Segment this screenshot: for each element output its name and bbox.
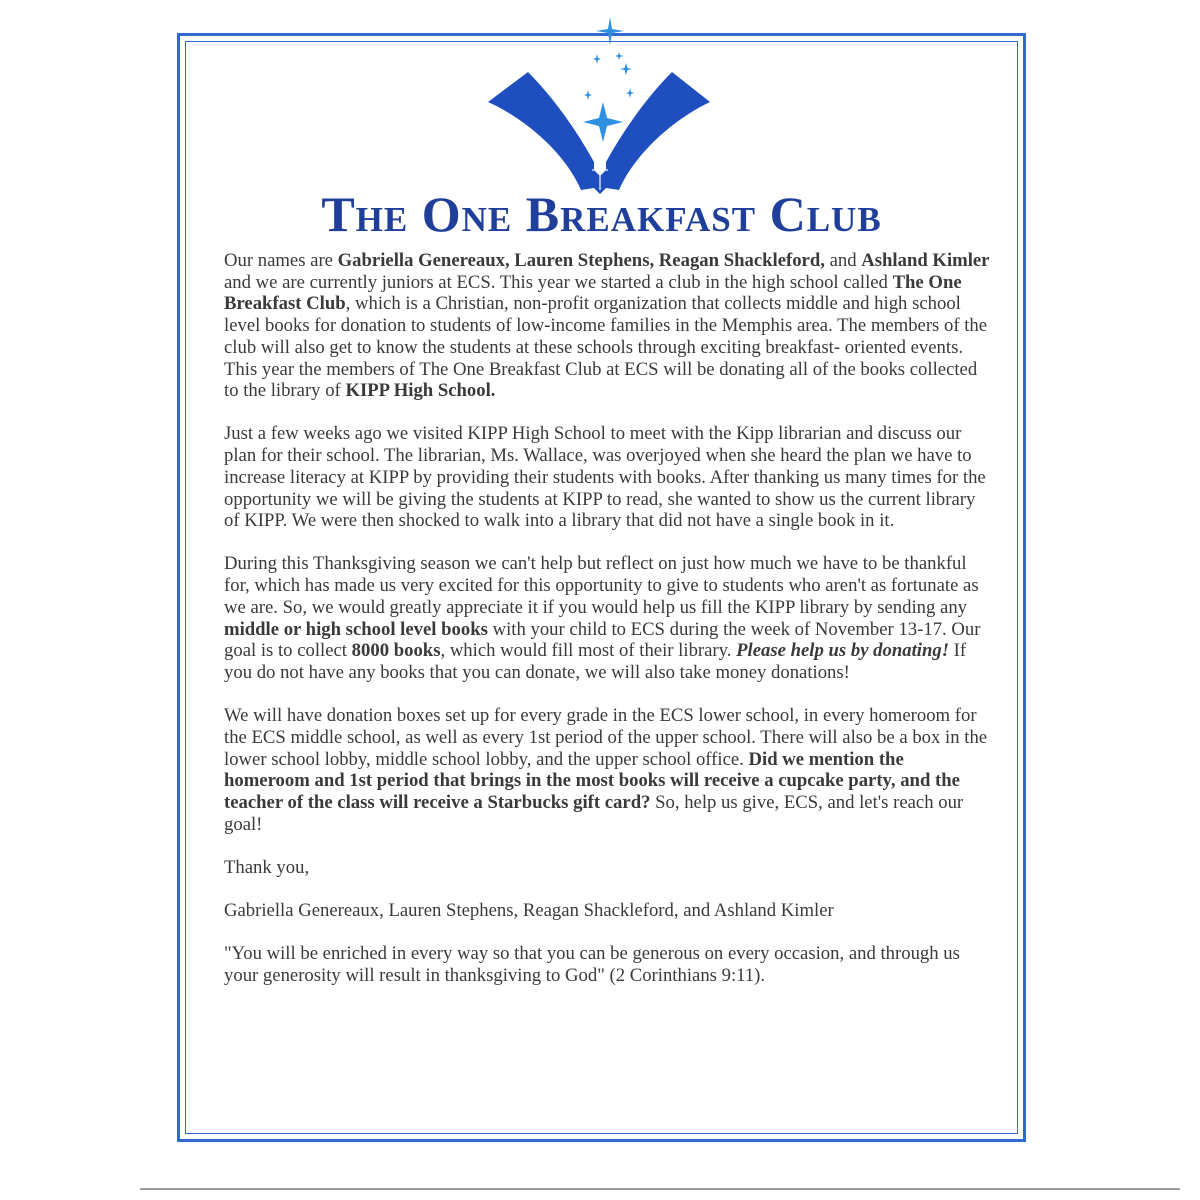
scan-edge [140,1188,1180,1190]
letter-body [224,250,990,1008]
bible-quote: "You will be enriched in every way so that you can be generous on every occasion, and through us your generosity will result in thanksgiving to God" (2 Corinthians 9:11). [224,943,960,986]
page-title: The One Breakfast Club [321,186,882,242]
tiny-star-icon [584,90,592,100]
large-star-icon [583,102,623,142]
closing-line: Thank you, [224,856,310,878]
open-book-with-stars-logo [470,10,730,200]
small-star-icon [620,63,632,75]
top-star-icon [596,17,624,45]
signers-line: Gabriella Genereaux, Lauren Stephens, Reagan Shackleford, and Ashland Kimler [224,900,834,922]
paragraph-donation-boxes: We will have donation boxes set up for every grade in the ECS lower school, in every homeroom for the ECS middle school, as well as every 1st period of the upper school. There will also be a box in the lower school lobby, middle school lobby, and the upper school office. Did we mention the homeroom and 1st period that brings in the most books will receive a cupcake party, and the teacher of the class will receive a Starbucks gift card? So, help us give, ECS, and let's reach our goal! [224,705,988,835]
book-left-page [488,72,594,190]
paragraph-appeal: During this Thanksgiving season we can't help but reflect on just how much we have to be thankful for, which has made us very excited for this opportunity to give to students who aren't as fortunate as we are. So, we would greatly appreciate it if you would help us fill the KIPP library by sending any middle or high school level books with your child to ECS during the week of November 13-17. Our goal is to collect 8000 books, which would fill most of their library. Please help us by donating! If you do not have any books that you can donate, we will also take money donations! [224,553,981,683]
tiny-star-icon [615,52,623,60]
tiny-star-icon [626,88,634,98]
tiny-star-icon [593,54,601,64]
paragraph-visit: Just a few weeks ago we visited KIPP High School to meet with the Kipp librarian and discuss our plan for their school. The librarian, Ms. Wallace, was overjoyed when she heard the plan we have to increase literacy at KIPP by providing their students with books. After thanking us many times for the opportunity we will be giving the students at KIPP to read, she wanted to show us the current library of KIPP. We were then shocked to walk into a library that did not have a single book in it. [224,423,986,532]
paragraph-intro: Our names are Gabriella Genereaux, Lauren Stephens, Reagan Shackleford, and Ashland Kimler and we are currently juniors at ECS. This year we started a club in the high school called The One Breakfast Club, which is a Christian, non-profit organization that collects middle and high school level books for donation to students of low-income families in the Memphis area. The members of the club will also get to know the students at these schools through exciting breakfast- oriented events. This year the members of The One Breakfast Club at ECS will be donating all of the books collected to the library of KIPP High School. [224,250,990,402]
book-right-page [606,72,710,190]
